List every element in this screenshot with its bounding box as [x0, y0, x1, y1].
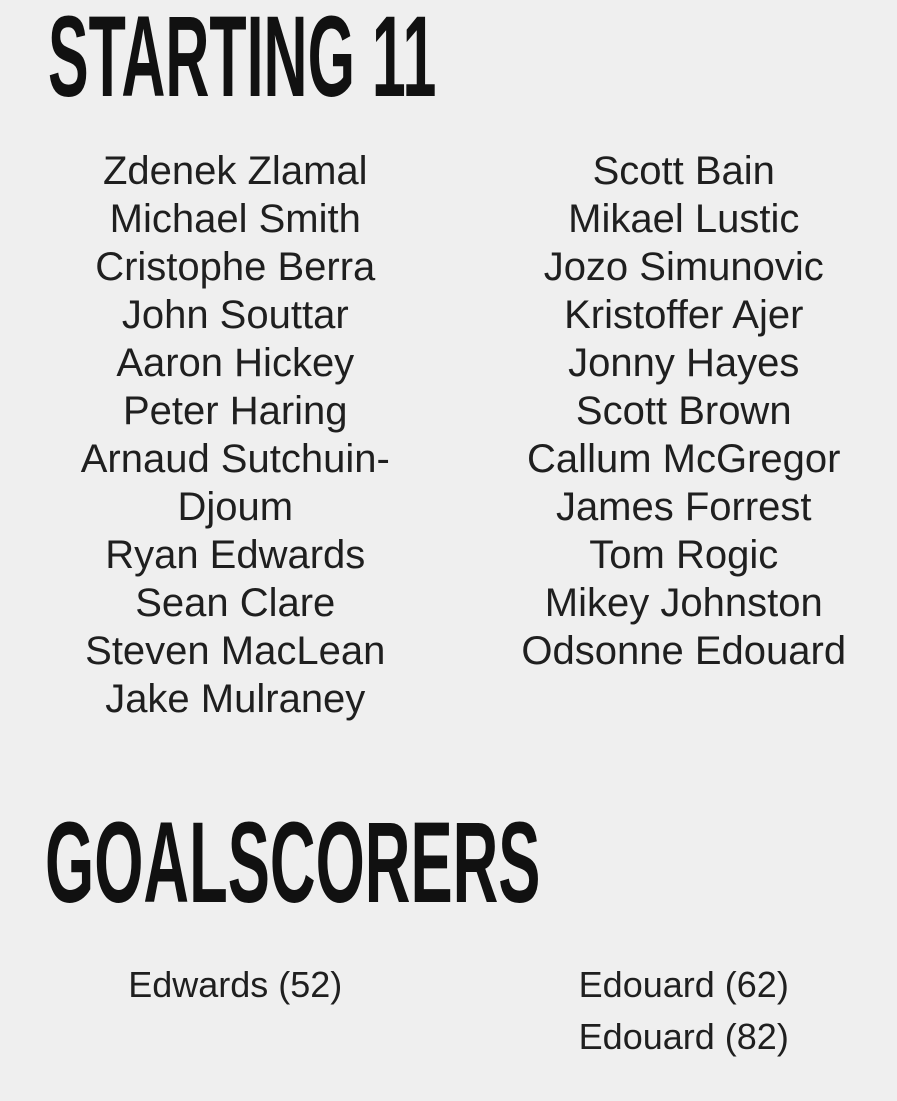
player-name: Mikey Johnston: [544, 581, 823, 625]
player-name: James Forrest: [555, 485, 812, 529]
home-goalscorers-column: [11, 959, 460, 1063]
player-name: Jake Mulraney: [105, 677, 366, 721]
player-name: Scott Bain: [592, 149, 775, 193]
player-name: Mikael Lustic: [568, 197, 800, 241]
player-name: Odsonne Edouard: [521, 629, 847, 673]
player-name: Arnaud Sutchuin-Djoum: [80, 437, 390, 529]
home-lineup-column: [11, 147, 460, 723]
away-goalscorers-column: [460, 959, 897, 1063]
player-name: Ryan Edwards: [105, 533, 366, 577]
section-title-goalscorers: GOALSCORERS: [45, 799, 541, 927]
goalscorer-entry: Edouard (82): [578, 1016, 789, 1057]
player-name: Scott Brown: [575, 389, 792, 433]
goalscorer-entry: Edouard (62): [578, 964, 789, 1005]
player-name: Peter Haring: [122, 389, 348, 433]
player-name: Kristoffer Ajer: [564, 293, 804, 337]
player-name: Cristophe Berra: [95, 245, 376, 289]
player-name: Aaron Hickey: [116, 341, 355, 385]
player-name: Zdenek Zlamal: [102, 149, 368, 193]
away-lineup-column: [460, 147, 897, 723]
player-name: Callum McGregor: [527, 437, 841, 481]
player-name: Sean Clare: [135, 581, 336, 625]
player-name: John Souttar: [121, 293, 349, 337]
starting-lineups: [11, 147, 897, 723]
goalscorer-entry: Edwards (52): [128, 964, 343, 1005]
player-name: Jonny Hayes: [568, 341, 800, 385]
section-title-starting-11: STARTING 11: [48, 0, 437, 121]
player-name: Steven MacLean: [85, 629, 386, 673]
player-name: Michael Smith: [109, 197, 361, 241]
goalscorers-columns: [11, 959, 897, 1063]
player-name: Tom Rogic: [589, 533, 779, 577]
player-name: Jozo Simunovic: [543, 245, 824, 289]
